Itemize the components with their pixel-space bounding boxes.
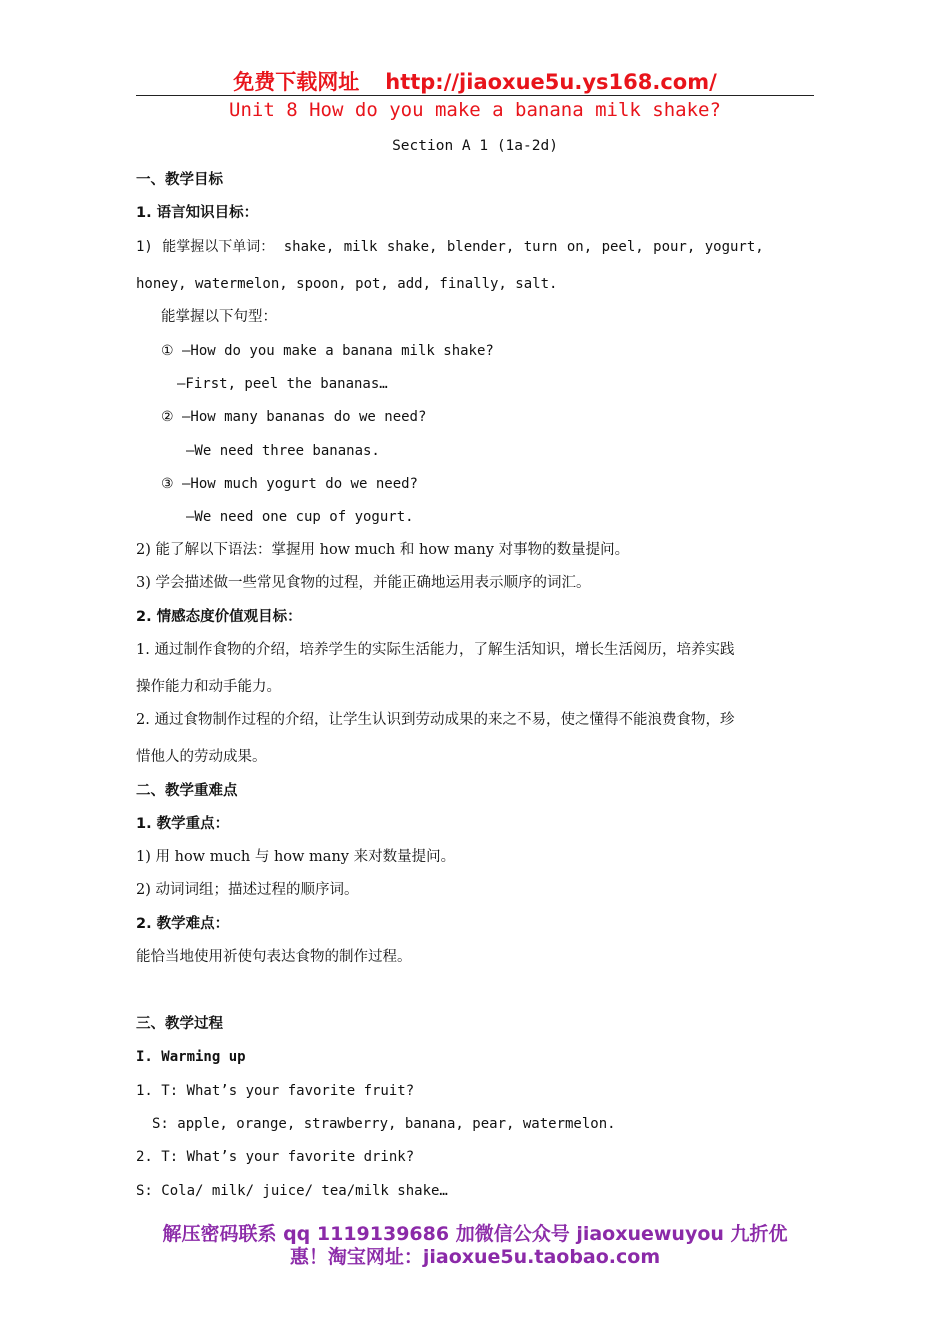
pattern-2-answer: —We need three bananas. [186,443,380,459]
section-1-sub-2: 2. 情感态度价值观目标： [136,609,302,625]
patterns-label: 能掌握以下句型： [161,309,277,325]
section-3-heading: 三、教学过程 [136,1016,223,1032]
footer-line-1: 解压密码联系 qq 1119139686 加微信公众号 jiaoxuewuyou 九折优 [162,1223,788,1245]
header-url-link[interactable]: http://jiaoxue5u.ys168.com/ [385,70,717,94]
process-goal: 3) 学会描述做一些常见食物的过程，并能正确地运用表示顺序的词汇。 [136,575,591,591]
dialog-answer-1: S: apple, orange, strawberry, banana, pear, watermelon. [152,1116,616,1132]
difficulty-1: 能恰当地使用祈使句表达食物的制作过程。 [136,949,412,965]
section-1-heading: 一、教学目标 [136,172,223,188]
emotion-goal-1-line-1: 1. 通过制作食物的介绍，培养学生的实际生活能力，了解生活知识，增长生活阅历，培养实践 [136,642,735,658]
section-2-sub-1: 1. 教学重点： [136,816,230,832]
header-label: 免费下载网址 [233,70,360,94]
pattern-2-question: ② —How many bananas do we need? [161,409,427,425]
key-point-2: 2) 动词词组；描述过程的顺序词。 [136,882,359,898]
header-divider [136,95,814,96]
section-2-heading: 二、教学重难点 [136,783,238,799]
emotion-goal-2-line-1: 2. 通过食物制作过程的介绍，让学生认识到劳动成果的来之不易，使之懂得不能浪费食物，珍 [136,712,735,728]
pattern-3-question: ③ —How much yogurt do we need? [161,476,418,492]
dialog-question-2: 2. T: What’s your favorite drink? [136,1149,415,1165]
vocab-line-1: 1) 能掌握以下单词： shake, milk shake, blender, turn on, peel, pour, yogurt, [136,239,764,255]
section-1-sub-1: 1. 语言知识目标： [136,205,259,221]
section-2-sub-2: 2. 教学难点： [136,916,230,932]
emotion-goal-2-line-2: 惜他人的劳动成果。 [136,749,267,765]
footer-line-2: 惠！淘宝网址：jiaoxue5u.taobao.com [289,1246,661,1268]
warming-up-heading: I. Warming up [136,1049,246,1065]
dialog-answer-2: S: Cola/ milk/ juice/ tea/milk shake… [136,1183,448,1199]
page-header [0,66,950,96]
emotion-goal-1-line-2: 操作能力和动手能力。 [136,679,281,695]
pattern-3-answer: —We need one cup of yogurt. [186,509,414,525]
grammar-goal: 2) 能了解以下语法：掌握用 how much 和 how many 对事物的数量提问。 [136,542,630,558]
vocab-line-2: honey, watermelon, spoon, pot, add, finally, salt. [136,276,558,292]
pattern-1-answer: —First, peel the bananas… [177,376,388,392]
document-subtitle: Section A 1 (1a-2d) [392,138,558,154]
pattern-1-question: ① —How do you make a banana milk shake? [161,343,494,359]
key-point-1: 1) 用 how much 与 how many 来对数量提问。 [136,849,456,865]
dialog-question-1: 1. T: What’s your favorite fruit? [136,1083,415,1099]
document-title: Unit 8 How do you make a banana milk shake? [229,99,721,121]
